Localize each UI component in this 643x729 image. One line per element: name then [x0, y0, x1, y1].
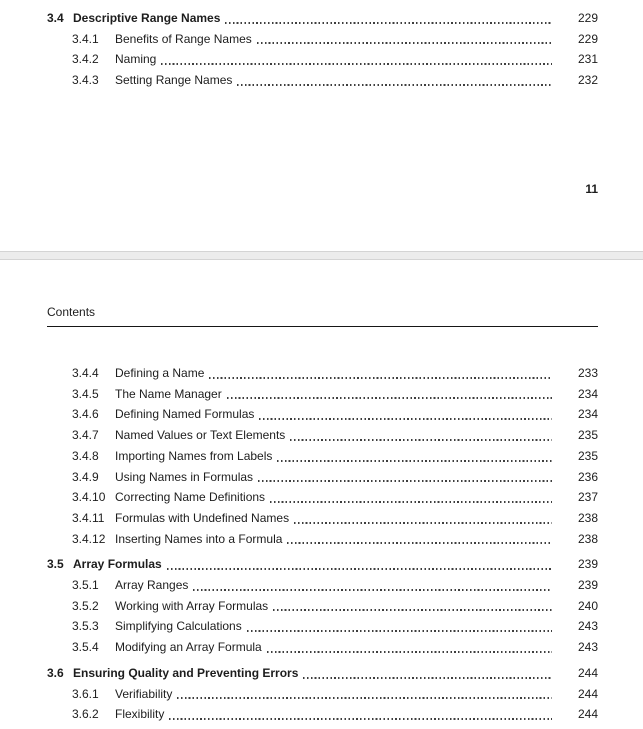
entry-number: 3.5 [47, 557, 64, 572]
entry-page-number: 234 [577, 407, 598, 422]
entry-page-number: 239 [577, 578, 598, 593]
entry-number: 3.6.1 [72, 686, 99, 701]
entry-number: 3.4.9 [72, 469, 99, 484]
entry-title: Named Values or Text Elements [115, 428, 286, 443]
entry-title: Importing Names from Labels [115, 448, 273, 463]
dot-leader [237, 84, 552, 86]
toc-entry-3-4 [0, 8, 643, 29]
toc-entry-3-5-3 [0, 616, 643, 637]
entry-number: 3.6.2 [72, 707, 99, 722]
toc-entry-3-4-5 [0, 384, 643, 405]
toc-entry-3-5 [0, 554, 643, 575]
entry-page-number: 233 [577, 366, 598, 380]
entry-title: Defining Named Formulas [115, 407, 255, 422]
dot-leader [259, 418, 552, 420]
entry-page-number: 229 [577, 11, 598, 25]
entry-title: Using Names in Formulas [115, 469, 254, 484]
dot-leader [161, 63, 552, 65]
dot-leader [257, 42, 552, 44]
toc-entry-3-4-8 [0, 446, 643, 467]
entry-title: Array Formulas [73, 557, 162, 572]
entry-page-number: 232 [577, 73, 598, 88]
dot-leader [225, 22, 552, 24]
dot-leader [270, 501, 552, 503]
entry-number: 3.4.11 [72, 510, 105, 525]
toc-entry-3-4-9 [0, 467, 643, 488]
entry-title: Modifying an Array Formula [115, 640, 262, 655]
dot-leader [290, 439, 552, 441]
entry-page-number: 243 [577, 640, 598, 655]
entry-number: 3.4.4 [72, 366, 99, 380]
entry-page-number: 237 [577, 490, 598, 505]
entry-number: 3.4.2 [72, 52, 99, 67]
entry-title: Inserting Names into a Formula [115, 531, 283, 546]
page-number-folio: 11 [585, 182, 598, 196]
toc-entry-3-5-1 [0, 575, 643, 596]
entry-number: 3.5.1 [72, 578, 99, 593]
entry-page-number: 236 [577, 469, 598, 484]
entry-number: 3.4.7 [72, 428, 99, 443]
dot-leader [209, 377, 552, 379]
dot-leader [177, 697, 552, 699]
entry-title: The Name Manager [115, 386, 222, 401]
dot-leader [247, 630, 552, 632]
dot-leader [303, 677, 552, 679]
entry-page-number: 244 [577, 707, 598, 722]
dot-leader [227, 397, 552, 399]
entry-title: Naming [115, 52, 157, 67]
entry-page-number: 229 [577, 31, 598, 46]
toc-entry-3-4-1 [0, 29, 643, 50]
running-header-contents: Contents [47, 305, 598, 327]
entry-number: 3.4.6 [72, 407, 99, 422]
entry-number: 3.4.8 [72, 448, 99, 463]
toc-entry-3-5-2 [0, 596, 643, 617]
page-break-divider [0, 251, 643, 260]
toc-entry-3-4-12 [0, 529, 643, 550]
toc-entry-3-4-11 [0, 508, 643, 529]
entry-page-number: 243 [577, 619, 598, 634]
dot-leader [167, 568, 552, 570]
toc-entry-3-4-2 [0, 49, 643, 70]
toc-entry-3-4-4 [0, 363, 643, 384]
entry-number: 3.4 [47, 11, 64, 25]
entry-title: Benefits of Range Names [115, 31, 252, 46]
dot-leader [277, 460, 552, 462]
dot-leader [267, 651, 552, 653]
entry-title: Array Ranges [115, 578, 189, 593]
toc-list-contents-page [0, 363, 643, 725]
toc-entry-3-5-4 [0, 637, 643, 658]
entry-title: Descriptive Range Names [73, 11, 221, 25]
entry-number: 3.4.12 [72, 531, 106, 546]
entry-page-number: 238 [577, 531, 598, 546]
toc-entry-3-4-7 [0, 425, 643, 446]
toc-entry-3-6-1 [0, 684, 643, 705]
entry-title: Simplifying Calculations [115, 619, 242, 634]
dot-leader [169, 718, 552, 720]
entry-number: 3.5.2 [72, 598, 99, 613]
entry-page-number: 234 [577, 386, 598, 401]
entry-title: Formulas with Undefined Names [115, 510, 290, 525]
entry-title: Working with Array Formulas [115, 598, 269, 613]
entry-page-number: 244 [577, 686, 598, 701]
entry-number: 3.4.3 [72, 73, 99, 88]
dot-leader [294, 522, 552, 524]
entry-page-number: 238 [577, 510, 598, 525]
entry-number: 3.4.5 [72, 386, 99, 401]
toc-list-page-11 [0, 3, 643, 91]
entry-title: Verifiability [115, 686, 173, 701]
dot-leader [287, 542, 552, 544]
entry-title: Flexibility [115, 707, 165, 722]
entry-title: Ensuring Quality and Preventing Errors [73, 665, 299, 680]
entry-title: Setting Range Names [115, 73, 233, 88]
entry-number: 3.6 [47, 665, 64, 680]
entry-page-number: 239 [577, 557, 598, 572]
toc-entry-3-4-6 [0, 404, 643, 425]
dot-leader [193, 589, 552, 591]
entry-number: 3.5.4 [72, 640, 99, 655]
dot-leader [273, 609, 552, 611]
entry-page-number: 244 [577, 665, 598, 680]
entry-number: 3.4.1 [72, 31, 99, 46]
toc-entry-3-4-10 [0, 487, 643, 508]
entry-page-number: 231 [577, 52, 598, 67]
toc-entry-3-4-3 [0, 70, 643, 91]
entry-number: 3.4.10 [72, 490, 106, 505]
entry-page-number: 235 [577, 428, 598, 443]
toc-entry-3-6-2 [0, 704, 643, 725]
entry-page-number: 235 [577, 448, 598, 463]
dot-leader [258, 480, 552, 482]
entry-page-number: 240 [577, 598, 598, 613]
entry-title: Correcting Name Definitions [115, 490, 266, 505]
entry-title: Defining a Name [115, 366, 205, 380]
entry-number: 3.5.3 [72, 619, 99, 634]
toc-entry-3-6 [0, 663, 643, 684]
